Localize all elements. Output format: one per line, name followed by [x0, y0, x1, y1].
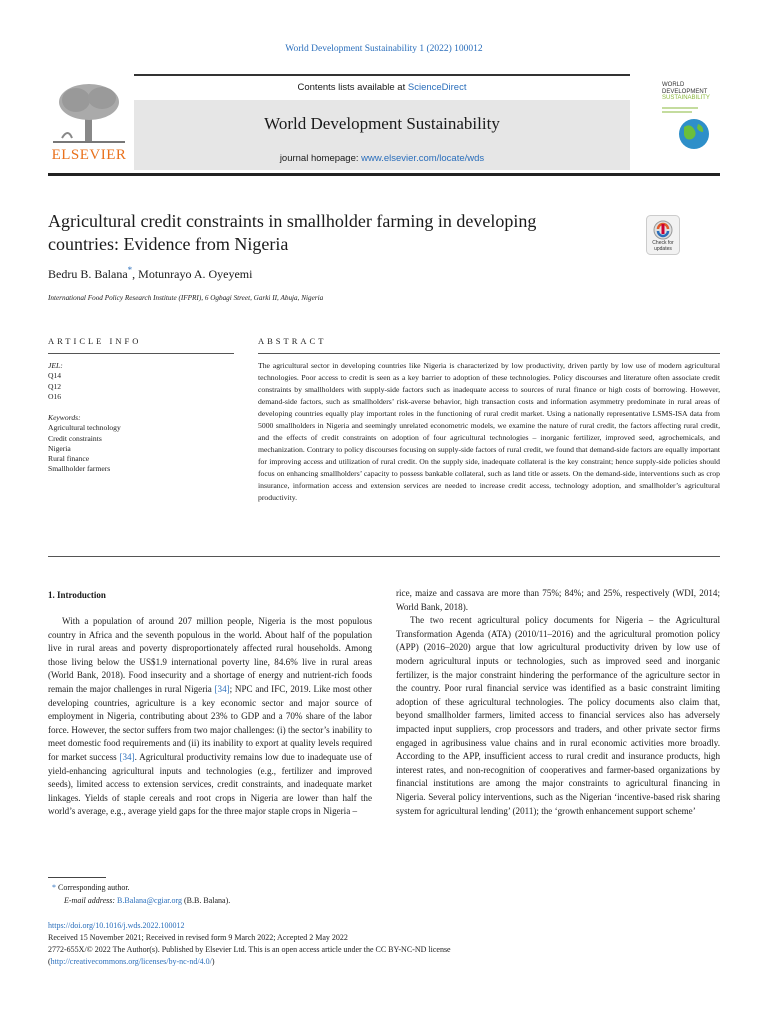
- footnote-mark: *: [52, 883, 56, 892]
- cover-title-1: WORLD: [662, 82, 685, 88]
- info-rule: [48, 353, 234, 354]
- email-suffix: (B.B. Balana).: [182, 896, 231, 905]
- affiliation: International Food Policy Research Institute (IFPRI), 6 Ogbagi Street, Garki II, Abuja, Nigeria: [48, 294, 324, 302]
- corresponding-author-mark[interactable]: *: [127, 265, 133, 275]
- abstract-bottom-rule: [48, 556, 720, 557]
- keywords-label: Keywords:: [48, 413, 81, 422]
- body-paragraph: [48, 615, 372, 819]
- paragraph-text: . Agricultural productivity remains low due to inadequate use of yield-enhancing agricultural inputs and technologies (e.g., fertilizer and improved seeds), limited access to extension services, credit constraints, and inadequate market linkages. Yields of staple cereals and root crops in Nigeria are lower than half the world’s average, e.g., average yield gaps for the three major staple crops in Nigeria –: [48, 751, 373, 817]
- keyword: Credit constraints: [48, 433, 102, 443]
- homepage-line: [134, 153, 630, 164]
- corresponding-label: Corresponding author.: [58, 883, 130, 892]
- license-statement: 2772-655X/© 2022 The Author(s). Published by Elsevier Ltd. This is an open access article under the CC BY-NC-ND license: [48, 945, 451, 954]
- license-url-line: [48, 956, 451, 968]
- section-heading-introduction: 1. Introduction: [48, 590, 106, 600]
- contents-prefix: Contents lists available at: [297, 82, 408, 93]
- body-paragraph: rice, maize and cassava are more than 75%; 84%; and 25%, respectively (WDI, 2014; World Bank, 2018).: [396, 588, 720, 612]
- keyword: Agricultural technology: [48, 423, 121, 433]
- author-name: Motunrayo A. Oyeyemi: [138, 267, 253, 281]
- doi-link[interactable]: https://doi.org/10.1016/j.wds.2022.100012: [48, 921, 185, 930]
- body-column-right: [396, 587, 720, 818]
- homepage-prefix: journal homepage:: [279, 153, 362, 164]
- email-link[interactable]: B.Balana@cgiar.org: [117, 896, 183, 905]
- keyword: Rural finance: [48, 454, 90, 464]
- jel-code: Q14: [48, 371, 62, 381]
- publisher-wordmark: ELSEVIER: [51, 147, 127, 163]
- sciencedirect-link[interactable]: ScienceDirect: [407, 82, 467, 93]
- received-dates: Received 15 November 2021; Received in revised form 9 March 2022; Accepted 2 May 2022: [48, 933, 348, 942]
- article-info-heading: ARTICLE INFO: [48, 336, 142, 346]
- tree-icon: [48, 78, 130, 148]
- article-title: Agricultural credit constraints in smallholder farming in developing countries: Evidence from Nigeria: [48, 211, 537, 254]
- elsevier-tree-logo: [48, 78, 130, 166]
- author-separator: ,: [132, 267, 139, 281]
- contents-line: [134, 82, 630, 93]
- license-link[interactable]: http://creativecommons.org/licenses/by-nc-nd/4.0/: [50, 957, 212, 966]
- journal-cover[interactable]: [658, 74, 720, 171]
- corresponding-footnote: [52, 883, 130, 892]
- masthead: [48, 74, 720, 171]
- citation-link[interactable]: [34]: [214, 683, 230, 694]
- check-for-updates-badge[interactable]: [646, 215, 680, 255]
- cover-title-2: DEVELOPMENT: [662, 88, 708, 95]
- jel-code: Q12: [48, 381, 62, 391]
- check-updates-label: Check for updates: [652, 240, 674, 252]
- doi-block: [48, 920, 451, 968]
- author-name: Bedru B. Balana: [48, 267, 128, 281]
- journal-reference[interactable]: World Development Sustainability 1 (2022) 100012: [285, 44, 483, 54]
- abstract-text: The agricultural sector in developing countries like Nigeria is characterized by low productivity, driven partly by low use of modern agricultural technologies. Poor access to credit is seen as a key barrier to adoption of these technologies. Policy discourses and literature often associate credit constraints by smallholders with supply-side factors such as inadequate access to sources of rural finance or high costs of borrowing. However, demand-side factors, such as smallholders’ risk-averse behavior, high transaction costs and information asymmetry predominate in rural areas of developing countries equally play important roles in the functioning of rural credit market. Using a nationally representative LSMS-ISA data from 5000 smallholders in Nigeria and seemingly unrelated econometric models, we examine the nature of rural credit, the factors affecting rural credit, and the effects of credit constraints on adoption of four agricultural technologies – inorganic fertilizer, improved seed, agrochemicals, and mechanization. Contrary to policy discourses focusing on supply-side factors of rural credit, we found that demand-side factors are equally important for improving access and utilization of rural credit. On the supply side, inadequate collateral is the key constraint; hence supply-side policies should focus on enhancing smallholders’ capacity to possess bankable collateral, such as land title or assets. On the demand-side, interventions such as crop insurance, information access and extension services are needed to increase credit access, technology adoption, and smallholder’s agricultural productivity.: [258, 361, 720, 502]
- body-paragraph: The two recent agricultural policy documents for Nigeria – the Agricultural Transformation Agenda (ATA) (2010/11–2016) and the agricultural promotion policy (APP) (2016–2020) argue that low agricultural productivity driven by low use of modern agricultural inputs or technologies, such as improved seed and inorganic fertilizer, is the major constraint hindering the performance of the agriculture sector in the country. Poor rural financial service was identified as a basic constraint limiting adoption of these agricultural technologies. The policy documents also claim that, beyond smallholder farmers, limited access to financial services also has adversely impacted input suppliers, crop processors and traders, and other private sector firms engaged in agribusiness value chains and in rural economic activities more broadly. According to the APP, insufficient access to rural credit and insurance products, high interest rates, and non-recognition of cooperatives and farmer-based organizations by financial institutions are among the major constraints to agricultural financing in Nigeria. Several policy interventions, such as the Nigerian ‘incentive-based risk sharing system for agricultural lending’ (2011); the ‘growth enhancement support scheme’: [396, 615, 720, 816]
- jel-block: [48, 361, 234, 402]
- jel-label: JEL:: [48, 361, 63, 370]
- citation-link[interactable]: [34]: [119, 751, 135, 762]
- abstract-rule: [258, 353, 720, 354]
- email-label: E-mail address:: [64, 896, 118, 905]
- paren: (: [48, 957, 51, 966]
- cover-title-3: SUSTAINABILITY: [662, 95, 710, 101]
- paren: ): [211, 957, 215, 966]
- keywords-block: [48, 413, 234, 475]
- body-column-left: [48, 615, 372, 819]
- globe-icon: [658, 102, 720, 152]
- author-list: [48, 265, 252, 282]
- homepage-link[interactable]: www.elsevier.com/locate/wds: [361, 153, 485, 164]
- masthead-top-rule: [134, 74, 630, 76]
- email-footnote: [64, 896, 230, 905]
- jel-code: O16: [48, 391, 62, 401]
- footnote-rule: [48, 877, 106, 878]
- header-divider: [48, 173, 720, 176]
- paragraph-text: ; NPC and IFC, 2019. Like most other developing countries, agriculture is a key economic sector and major source of employment in Nigeria, contributing about 23% to GDP and a 70% share of the labor force. However, the sector suffers from two major challenges: (i) the sector’s inability to meet domestic food requirements and (ii) its inability to export at quality levels required for market success: [48, 683, 372, 762]
- keyword: Nigeria: [48, 443, 71, 453]
- paragraph-text: With a population of around 207 million people, Nigeria is the most populous country in Africa and the seventh populous in the world. About half of the population live in rural areas and poverty disproportionately affected rural households. Among those living below the US$1.9 international poverty line, 84.6% live in rural areas (World Bank, 2018). Food insecurity and a shortage of energy and nutrient-rich foods remain the major challenges in rural Nigeria: [48, 616, 372, 694]
- abstract-heading: ABSTRACT: [258, 336, 327, 346]
- journal-title: World Development Sustainability: [264, 114, 500, 133]
- keyword: Smallholder farmers: [48, 464, 111, 474]
